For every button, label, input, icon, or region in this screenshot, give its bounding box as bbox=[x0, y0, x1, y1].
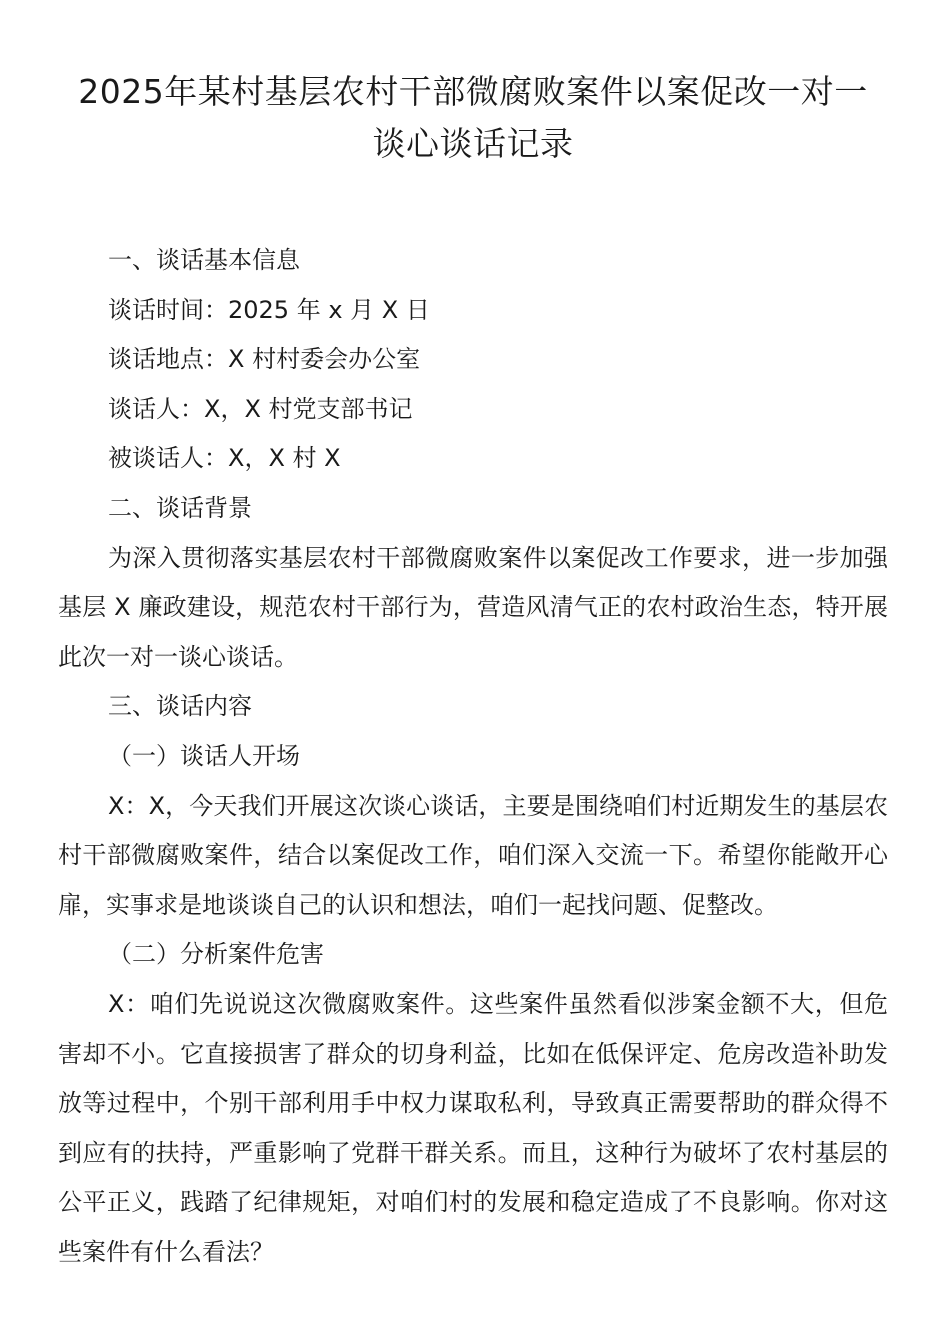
subsection-1-heading: （一）谈话人开场 bbox=[108, 741, 300, 770]
background-paragraph: 为深入贯彻落实基层农村干部微腐败案件以案促改工作要求，进一步加强基层 X 廉政建设，规范农村干部行为，营造风清气正的农村政治生态，特开展此次一对一谈心谈话。 bbox=[58, 543, 888, 671]
document-title bbox=[58, 66, 888, 170]
section-1-heading: 一、谈话基本信息 bbox=[108, 246, 300, 274]
analysis-paragraph: X：咱们先说说这次微腐败案件。这些案件虽然看似涉案金额不大，但危害却不小。它直接损害了群众的切身利益，比如在低保评定、危房改造补助发放等过程中，个别干部利用手中权力谋取私利，导致真正需要帮助的群众得不到应有的扶持，严重影响了党群干群关系。而且，这种行为破坏了农村基层的公平正义，践踏了纪律规矩，对咱们村的发展和稳定造成了不良影响。你对这些案件有什么看法？ bbox=[58, 989, 888, 1266]
section-3-heading: 三、谈话内容 bbox=[108, 692, 252, 721]
talk-time: 谈话时间：2025 年 x 月 X 日 bbox=[108, 295, 430, 324]
section-2-heading: 二、谈话背景 bbox=[108, 493, 252, 522]
talk-place: 谈话地点：X 村村委会办公室 bbox=[108, 345, 421, 374]
title-line-2: 谈心谈话记录 bbox=[372, 124, 574, 163]
opening-paragraph: X：X，今天我们开展这次谈心谈话，主要是围绕咱们村近期发生的基层农村干部微腐败案件，结合以案促改工作，咱们深入交流一下。希望你能敞开心扉，实事求是地谈谈自己的认识和想法，咱们一起找问题、促整改。 bbox=[58, 791, 888, 919]
title-line-1: 2025年某村基层农村干部微腐败案件以案促改一对一 bbox=[78, 72, 868, 111]
interviewer: 谈话人：X，X 村党支部书记 bbox=[108, 394, 413, 423]
document-body bbox=[58, 236, 888, 1277]
interviewee: 被谈话人：X，X 村 X bbox=[108, 444, 341, 473]
subsection-2-heading: （二）分析案件危害 bbox=[108, 940, 324, 969]
